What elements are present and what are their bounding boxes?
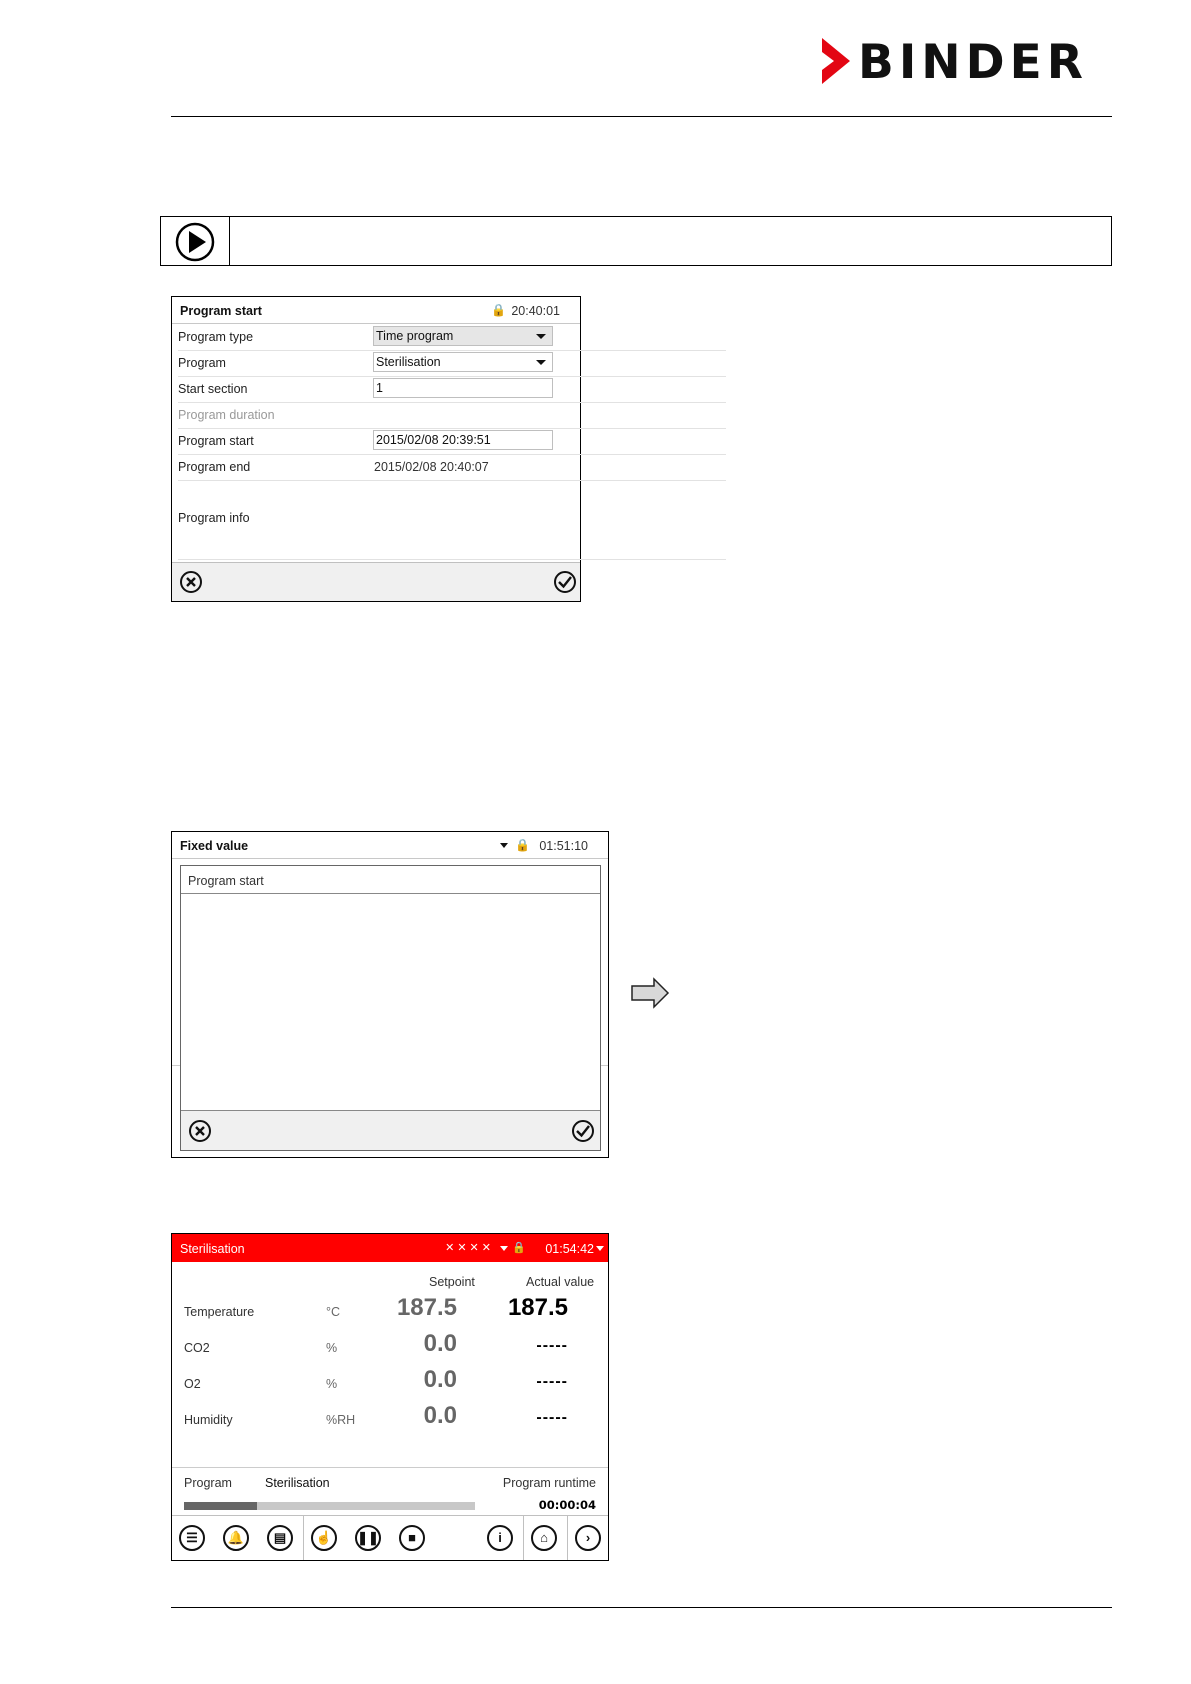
setpoint-value: 0.0 — [423, 1330, 457, 1357]
param-unit: % — [326, 1341, 338, 1355]
cancel-button[interactable] — [189, 1120, 211, 1142]
clock: 01:51:10 — [539, 839, 588, 853]
actual-value: ----- — [536, 1337, 568, 1354]
next-arrow-icon[interactable]: › — [575, 1525, 601, 1551]
screen-titlebar — [172, 297, 580, 324]
param-name: O2 — [184, 1377, 201, 1391]
clock: 01:54:42 — [545, 1242, 594, 1256]
select-value: Time program — [376, 329, 454, 343]
status-icons: ✕✕✕✕ — [445, 1242, 494, 1254]
actual-value: ----- — [536, 1409, 568, 1426]
screen-titlebar — [172, 832, 608, 859]
menu-icon[interactable]: ☰ — [179, 1525, 205, 1551]
lock-icon: 🔒 — [512, 1242, 526, 1254]
param-unit: %RH — [326, 1413, 356, 1427]
program-divider — [172, 1467, 608, 1468]
logo-text: BINDER — [858, 35, 1088, 90]
setpoint-header: Setpoint — [429, 1275, 475, 1289]
chevron-down-icon[interactable] — [500, 843, 508, 848]
home-icon[interactable]: ⌂ — [531, 1525, 557, 1551]
toolbar-separator — [303, 1516, 304, 1560]
background-divider — [172, 1065, 180, 1066]
play-cell — [161, 217, 230, 265]
toolbar-separator — [567, 1516, 568, 1560]
chevron-down-icon — [536, 360, 546, 365]
row-label: Program info — [178, 511, 250, 525]
icon-toolbar — [172, 1515, 608, 1560]
runtime-label: Program runtime — [502, 1476, 596, 1490]
screen-title: Sterilisation — [180, 1242, 245, 1256]
confirm-button[interactable] — [572, 1120, 594, 1142]
row-start-section — [178, 377, 726, 403]
clock: 20:40:01 — [511, 304, 560, 318]
actual-value-header: Actual value — [526, 1275, 595, 1289]
screen-title: Program start — [180, 304, 262, 318]
param-name: Humidity — [184, 1413, 233, 1427]
program-titlebar — [172, 1234, 608, 1262]
param-unit: °C — [326, 1305, 341, 1319]
program-label: Program — [184, 1476, 232, 1490]
row-program-duration — [178, 403, 726, 429]
program-end-value: 2015/02/08 20:40:07 — [374, 460, 489, 474]
actual-value: 187.5 — [507, 1294, 568, 1321]
instruction-bar — [160, 216, 1112, 266]
row-label: Program start — [178, 434, 254, 448]
row-program — [178, 351, 726, 377]
program-start-screen — [171, 296, 581, 602]
row-label: Program end — [178, 460, 251, 474]
row-program-type — [178, 325, 726, 351]
param-name: Temperature — [184, 1305, 255, 1319]
progress-track — [184, 1502, 475, 1510]
program-type-select[interactable] — [373, 326, 553, 346]
row-program-end — [178, 455, 726, 481]
row-label: Start section — [178, 382, 248, 396]
logo-arrow-icon — [820, 38, 852, 84]
progress-fill — [184, 1502, 257, 1510]
binder-logo — [820, 35, 1112, 90]
program-start-dialog — [180, 865, 601, 1151]
stop-icon[interactable]: ■ — [399, 1525, 425, 1551]
sterilisation-status-screen — [171, 1233, 609, 1561]
param-name: CO2 — [184, 1341, 210, 1355]
cancel-button[interactable] — [180, 571, 202, 593]
chevron-down-icon — [536, 334, 546, 339]
lock-icon: 🔒 — [515, 838, 530, 852]
program-select[interactable] — [373, 352, 553, 372]
row-program-info — [178, 481, 726, 560]
screen-footer — [172, 562, 580, 601]
actual-value: ----- — [536, 1373, 568, 1390]
runtime-value: 00:00:04 — [538, 1498, 596, 1512]
row-label: Program type — [178, 330, 254, 344]
setpoint-value: 0.0 — [423, 1366, 457, 1393]
footer-rule — [171, 1607, 1112, 1608]
confirm-button[interactable] — [554, 571, 576, 593]
toolbar-separator — [523, 1516, 524, 1560]
start-section-input[interactable]: 1 — [373, 378, 553, 398]
setpoint-value: 187.5 — [396, 1294, 457, 1321]
event-list-icon[interactable]: ▤ — [267, 1525, 293, 1551]
dialog-footer — [181, 1110, 600, 1150]
arrow-right-icon — [630, 976, 672, 1010]
fixed-value-screen — [171, 831, 609, 1158]
chevron-down-icon[interactable] — [596, 1246, 604, 1251]
param-unit: % — [326, 1377, 338, 1391]
chevron-down-icon[interactable] — [500, 1246, 508, 1251]
setpoint-value: 0.0 — [423, 1402, 457, 1429]
program-start-input[interactable]: 2015/02/08 20:39:51 — [373, 430, 553, 450]
screen-title: Fixed value — [180, 839, 249, 853]
lock-icon: 🔒 — [491, 303, 506, 317]
manual-touch-icon[interactable]: ☝ — [311, 1525, 337, 1551]
row-program-start — [178, 429, 726, 455]
dialog-title: Program start — [188, 874, 264, 888]
select-value: Sterilisation — [376, 355, 441, 369]
program-name: Sterilisation — [265, 1476, 330, 1490]
play-icon[interactable] — [161, 217, 229, 265]
row-label: Program duration — [178, 408, 275, 422]
info-icon[interactable]: i — [487, 1525, 513, 1551]
row-label: Program — [178, 356, 226, 370]
dialog-header — [181, 866, 600, 894]
header-rule — [171, 116, 1112, 117]
pause-icon[interactable]: ❚❚ — [355, 1525, 381, 1551]
background-divider — [600, 1065, 608, 1066]
alarm-bell-icon[interactable]: 🔔 — [223, 1525, 249, 1551]
